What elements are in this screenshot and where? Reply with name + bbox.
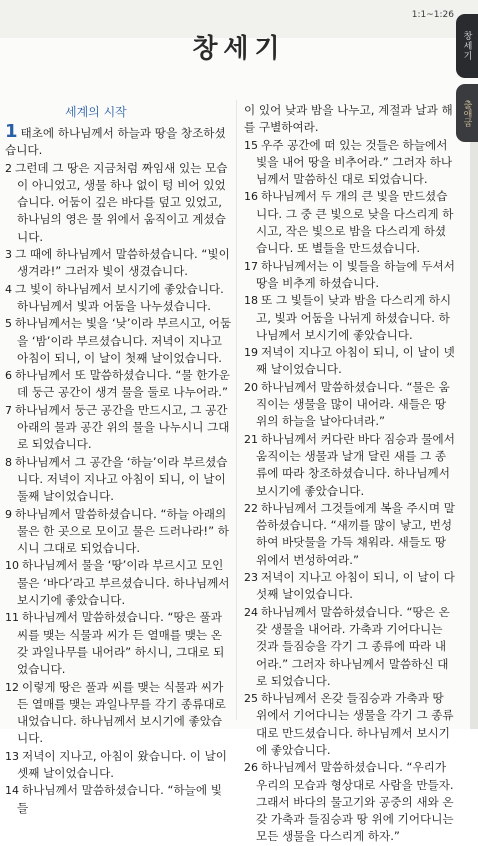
column-gutter [236, 100, 237, 720]
verse [5, 679, 232, 748]
verse-text: 하나님께서 둥근 공간을 만드시고, 그 공간 아래의 물과 공간 위의 물을 나누시니 그대로 되었습니다. [15, 402, 230, 452]
right-column [244, 102, 456, 846]
verse-number: 9 [5, 507, 12, 521]
left-column [5, 104, 232, 817]
verse-number: 23 [244, 571, 258, 585]
verse-text: 이 있어 낮과 밤을 나누고, 계절과 날과 해를 구별하여라. [244, 103, 453, 135]
verse-text: 그 때에 하나님께서 말씀하셨습니다. “빛이 생겨라!” 그러자 빛이 생겼습니다. [15, 247, 230, 279]
verse [244, 690, 456, 759]
verse-text: 저녁이 지나고, 아침이 왔습니다. 이 날이 셋째 날이었습니다. [17, 748, 227, 780]
verse-text: 하나님께서는 빛을 ‘낮’이라 부르시고, 어둠을 ‘밤’이라 부르셨습니다. 저녁이 지나고 아침이 되니, 이 날이 첫째 날이었습니다. [15, 316, 232, 365]
verse-number: 8 [5, 455, 12, 469]
verse [5, 315, 232, 367]
verse [5, 246, 232, 281]
verse [244, 292, 456, 344]
verse [244, 344, 456, 379]
verse-text: 하나님께서 또 말씀하셨습니다. “물 한가운데 둥근 공간이 생겨 물을 둘로 나누어라.” [15, 368, 230, 400]
verse-text: 그런데 그 땅은 지금처럼 짜임새 있는 모습이 아니었고, 생물 하나 없이 텅 비어 있었습니다. 어둠이 깊은 바다를 덮고 있었고, 하나님의 영은 물 위에서 움직이고 계셨습니다. [15, 160, 228, 244]
verse-number: 26 [244, 761, 258, 775]
verse [244, 569, 456, 604]
verse-text: 하나님께서 그것들에게 복을 주시며 말씀하셨습니다. “새끼를 많이 낳고, 번성하여 바닷물을 가득 채워라. 새들도 땅 위에서 번성하여라.” [256, 500, 455, 567]
verse [5, 454, 232, 506]
verse-number: 5 [5, 317, 12, 331]
verse-number: 18 [244, 294, 258, 308]
book-title: 창세기 [192, 34, 286, 64]
verse-number: 22 [244, 501, 258, 515]
chapter-number: 1 [5, 121, 18, 142]
verse-number: 25 [244, 692, 258, 706]
section-heading: 세계의 시작 [65, 105, 127, 119]
verse-number: 12 [5, 680, 19, 694]
verse-text: 하나님께서 말씀하셨습니다. “하늘 아래의 물은 한 곳으로 모이고 물은 드러나라!” 하시니 그대로 되었습니다. [15, 506, 229, 556]
verse-text: 이렇게 땅은 풀과 씨를 맺는 식물과 씨가 든 열매를 맺는 과일나무를 각기 종류대로 내었습니다. 하나님께서 보시기에 좋았습니다. [17, 679, 226, 746]
verse-number: 19 [244, 346, 258, 360]
verse [244, 137, 456, 189]
book-side-tab[interactable]: 창세기 [456, 14, 478, 78]
verse [5, 506, 232, 558]
verse-number: 14 [5, 784, 19, 798]
verse-text: 태초에 하나님께서 하늘과 땅을 창조하셨습니다. [5, 126, 226, 158]
verse [5, 782, 232, 817]
verse [244, 604, 456, 690]
verse-text: 저녁이 지나고 아침이 되니, 이 날이 넷째 날이었습니다. [256, 345, 455, 377]
page-edge [470, 142, 478, 729]
verse-number: 24 [244, 605, 258, 619]
verse-text: 하나님께서 물을 ‘땅’이라 부르시고 모인 물은 ‘바다’라고 부르셨습니다. 하나님께서 보시기에 좋았습니다. [17, 558, 230, 608]
verse-number: 11 [5, 611, 19, 625]
verse [5, 123, 232, 160]
verse-number: 6 [5, 369, 12, 383]
verse-number: 2 [5, 161, 12, 175]
verse-number: 7 [5, 403, 12, 417]
verse-text: 하나님께서 온갖 들짐승과 가축과 땅 위에서 기어다니는 생물을 각기 그 종류대로 만드셨습니다. 하나님께서 보시기에 좋았습니다. [256, 691, 454, 757]
verse-number: 4 [5, 282, 12, 296]
verse-text: 하나님께서 말씀하셨습니다. “하늘에 빛들 [17, 783, 222, 815]
verse-text: 하나님께서 두 개의 큰 빛을 만드셨습니다. 그 중 큰 빛으로 낮을 다스리게 하시고, 작은 빛으로 밤을 다스리게 하셨습니다. 또 별들을 만드셨습니다. [256, 189, 454, 256]
book-side-tab-next[interactable]: 출애굽 [456, 84, 478, 142]
verse [5, 367, 232, 402]
verse-text: 하나님께서 커다란 바다 짐승과 물에서 움직이는 생물과 날개 달린 새를 그 종류에 따라 창조하셨습니다. 하나님께서 보시기에 좋았습니다. [256, 431, 455, 498]
verse [5, 748, 232, 783]
verse-text: 저녁이 지나고 아침이 되니, 이 날이 다섯째 날이었습니다. [256, 570, 455, 602]
verse [5, 160, 232, 246]
verse [244, 379, 456, 431]
verse-text: 우주 공간에 떠 있는 것들은 하늘에서 빛을 내어 땅을 비추어라.” 그러자 하나님께서 말씀하신 대로 되었습니다. [256, 137, 453, 187]
verse-number: 20 [244, 380, 258, 394]
verse-text: 하나님께서 그 공간을 ‘하늘’이라 부르셨습니다. 저녁이 지나고 아침이 되니, 이 날이 둘째 날이었습니다. [15, 454, 228, 504]
verse-text: 하나님께서 말씀하셨습니다. “땅은 온갖 생물을 내어라. 가축과 기어다니는 것과 들짐승을 각기 그 종류에 따라 내어라.” 그러자 하나님께서 말씀하신 대로 되었습니다. [256, 604, 450, 688]
verse [244, 431, 456, 500]
verse-number: 21 [244, 432, 258, 446]
verse-text: 하나님께서 말씀하셨습니다. “물은 움직이는 생물을 많이 내어라. 새들은 땅 위의 하늘을 날아다녀라.” [256, 379, 450, 429]
verse-text: 하나님께서는 이 빛들을 하늘에 두셔서 땅을 비추게 하셨습니다. [256, 258, 455, 290]
verse-text: 하나님께서 말씀하셨습니다. “우리가 우리의 모습과 형상대로 사람을 만들자. 그래서 바다의 물고기와 공중의 새와 온갖 가축과 들짐승과 땅 위에 기어다니는 모든 생물을 다스리게 하자.” [256, 760, 454, 844]
verse-number: 16 [244, 190, 258, 204]
verse [244, 188, 456, 257]
verse-number: 17 [244, 259, 258, 273]
verse-number: 13 [5, 749, 19, 763]
verse [5, 281, 232, 316]
verse-text: 하나님께서 말씀하셨습니다. “땅은 풀과 씨를 맺는 식물과 씨가 든 열매를 맺는 온갖 과일나무를 내어라” 하시니, 그대로 되었습니다. [17, 610, 225, 677]
verse-number: 15 [244, 138, 258, 152]
verse [5, 609, 232, 678]
verse [244, 102, 456, 137]
running-head: 1:1~1:26 [411, 10, 454, 20]
verse [5, 557, 232, 609]
verse-number: 3 [5, 248, 12, 262]
verse [5, 402, 232, 454]
verse-text: 그 빛이 하나님께서 보시기에 좋았습니다. 하나님께서 빛과 어둠을 나누셨습니다. [15, 281, 224, 313]
verse [244, 258, 456, 293]
verse [244, 500, 456, 569]
verse-number: 10 [5, 559, 19, 573]
verse-text: 또 그 빛들이 낮과 밤을 다스리게 하시고, 빛과 어둠을 나뉘게 하셨습니다. 하나님께서 보시기에 좋았습니다. [256, 293, 452, 342]
verse [244, 759, 456, 845]
